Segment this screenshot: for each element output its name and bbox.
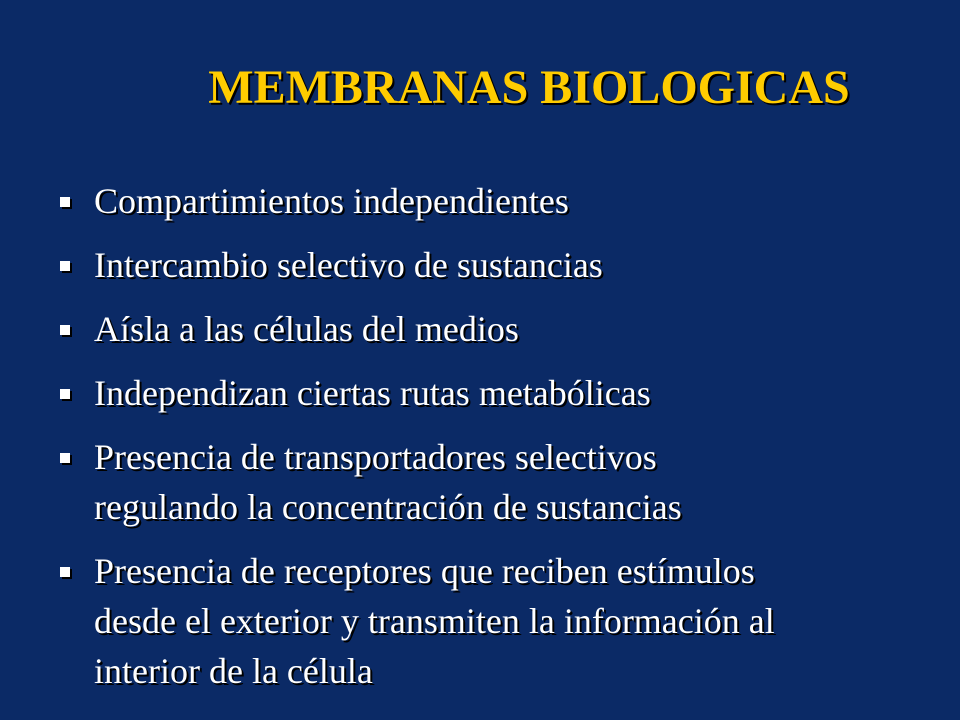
bullet-text-line-3: interior de la célula [94,651,373,691]
bullet-text-line-2: desde el exterior y transmiten la información al [94,601,775,641]
square-bullet-icon [60,453,70,463]
bullet-item [60,304,920,354]
square-bullet-icon [60,389,70,399]
bullet-text: Aísla a las células del medios [94,309,519,349]
square-bullet-icon [60,197,70,207]
bullet-item [60,432,920,532]
bullet-item [60,546,920,696]
bullet-list [60,176,920,710]
bullet-item [60,368,920,418]
bullet-text-line-1: Presencia de receptores que reciben estímulos [94,551,755,591]
bullet-text: Compartimientos independientes [94,181,569,221]
bullet-item [60,176,920,226]
bullet-text-line-2: regulando la concentración de sustancias [94,487,682,527]
bullet-text: Intercambio selectivo de sustancias [94,245,603,285]
bullet-text-line-1: Presencia de transportadores selectivos [94,437,657,477]
square-bullet-icon [60,261,70,271]
bullet-item [60,240,920,290]
bullet-text: Independizan ciertas rutas metabólicas [94,373,651,413]
square-bullet-icon [60,325,70,335]
square-bullet-icon [60,567,70,577]
slide-title: MEMBRANAS BIOLOGICAS [208,61,850,114]
